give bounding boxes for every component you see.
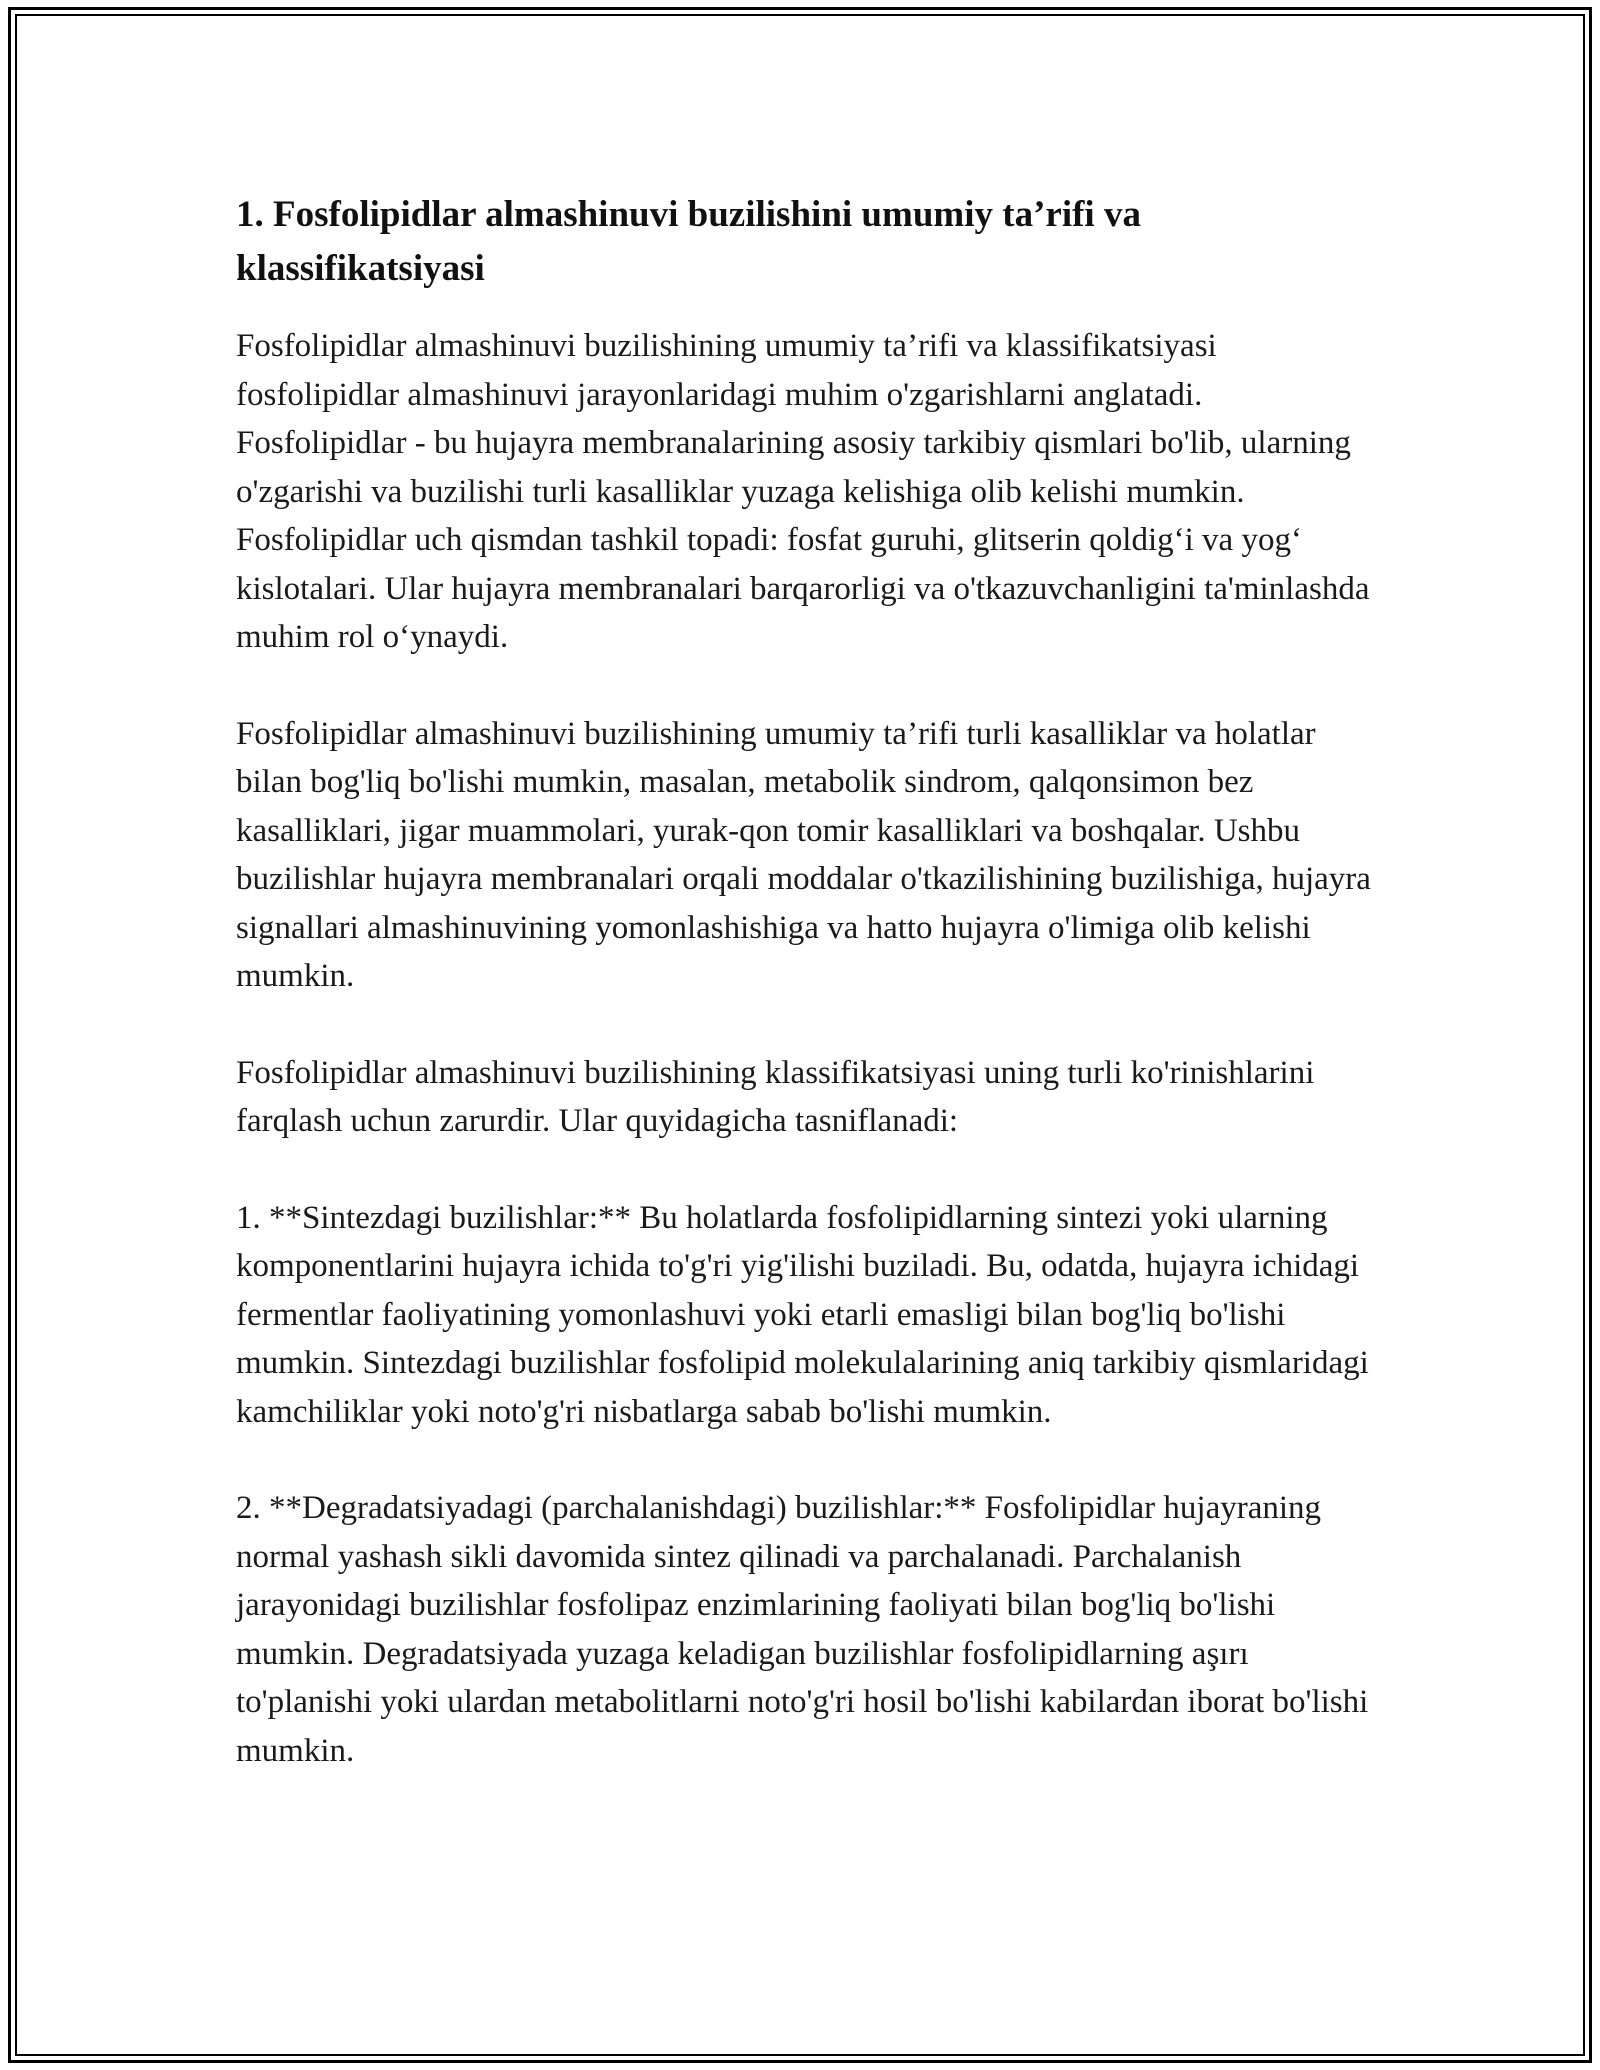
paragraph-associated-conditions: Fosfolipidlar almashinuvi buzilishining umumiy ta’rifi turli kasalliklar va holatlar bilan bog'liq bo'lishi mumkin, masalan, metabolik sindrom, qalqonsimon bez kasalliklari, jigar muammolari, yurak-qon tomir kasalliklari va boshqalar. Ushbu buzilishlar hujayra membranalari orqali moddalar o'tkazilishining buzilishiga, hujayra signallari almashinuvining yomonlashishiga va hatto hujayra o'limiga olib kelishi mumkin. [236, 715, 1371, 994]
paragraph-degradation-disorders: 2. **Degradatsiyadagi (parchalanishdagi) buzilishlar:** Fosfolipidlar hujayraning normal yashash sikli davomida sintez qilinadi va parchalanadi. Parchalanish jarayonidagi buzilishlar fosfolipaz enzimlarining faoliyati bilan bog'liq bo'lishi mumkin. Degradatsiyada yuzaga keladigan buzilishlar fosfolipidlarning aşırı to'planishi yoki ulardan metabolitlarni noto'g'ri hosil bo'lishi kabilardan iborat bo'lishi mumkin. [236, 1490, 1369, 1769]
paragraph-synthesis-disorders: 1. **Sintezdagi buzilishlar:** Bu holatlarda fosfolipidlarning sintezi yoki ularning komponentlarini hujayra ichida to'g'ri yig'ilishi buziladi. Bu, odatda, hujayra ichidagi fermentlar faoliyatining yomonlashuvi yoki etarli emasligi bilan bog'liq bo'lishi mumkin. Sintezdagi buzilishlar fosfolipid molekulalarining aniq tarkibiy qismlaridagi kamchiliklar yoki noto'g'ri nisbatlarga sabab bo'lishi mumkin. [236, 1199, 1369, 1430]
paragraph-definition: Fosfolipidlar almashinuvi buzilishining umumiy ta’rifi va klassifikatsiyasi fosfolipidlar almashinuvi jarayonlaridagi muhim o'zgarishlarni anglatadi. Fosfolipidlar - bu hujayra membranalarining asosiy tarkibiy qismlari bo'lib, ularning o'zgarishi va buzilishi turli kasalliklar yuzaga kelishiga olib kelishi mumkin. Fosfolipidlar uch qismdan tashkil topadi: fosfat guruhi, glitserin qoldig‘i va yog‘ kislotalari. Ular hujayra membranalari barqarorligi va o'tkazuvchanligini ta'minlashda muhim rol o‘ynaydi. [236, 328, 1370, 655]
section-heading: 1. Fosfolipidlar almashinuvi buzilishini umumiy ta’rifi va klassifikatsiyasi [236, 194, 1141, 289]
document-body [236, 188, 1376, 1823]
paragraph-classification-intro: Fosfolipidlar almashinuvi buzilishining klassifikatsiyasi uning turli ko'rinishlarini farqlash uchun zarurdir. Ular quyidagicha tasniflanadi: [236, 1054, 1315, 1139]
